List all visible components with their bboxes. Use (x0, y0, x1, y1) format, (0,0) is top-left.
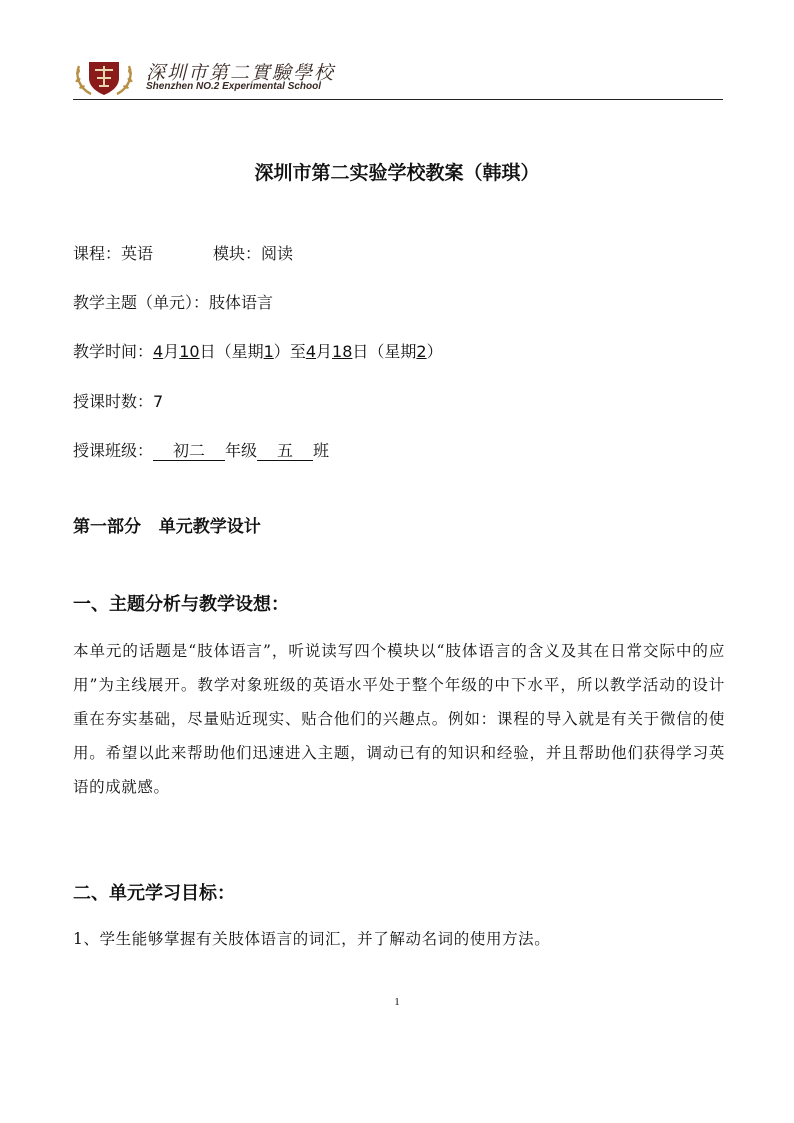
time-line (73, 339, 443, 362)
module-label: 模块： (213, 244, 262, 263)
grade-unit: 年级 (225, 441, 258, 460)
weekday-suffix: ） (273, 342, 290, 361)
course-line (73, 241, 293, 264)
school-logo (73, 56, 135, 98)
weekday-prefix: （星期 (215, 342, 264, 361)
end-weekday: 2 (416, 342, 427, 361)
page-number: 1 (394, 996, 400, 1008)
hours-line (73, 389, 163, 412)
objective-item-1: 1、学生能够掌握有关肢体语言的词汇，并了解动名词的使用方法。 (73, 930, 551, 948)
school-name-en: Shenzhen NO.2 Experimental School (146, 81, 322, 92)
start-day: 10 (179, 342, 200, 361)
day-unit: 日 (352, 342, 369, 361)
day-unit: 日 (199, 342, 216, 361)
theme-value: 肢体语言 (209, 293, 274, 312)
month-unit: 月 (316, 342, 333, 361)
month-unit: 月 (163, 342, 180, 361)
school-name-cn: 深圳市第二實驗學校 (146, 62, 336, 84)
section1-paragraph: 本单元的话题是“肢体语言”，听说读写四个模块以“肢体语言的含义及其在日常交际中的应用”为主线展开。教学对象班级的英语水平处于整个年级的中下水平，所以教学活动的设计重在夯实基础，尽量贴近现实、贴合他们的兴趣点。例如：课程的导入就是有关于微信的使用。希望以此来帮助他们迅速进入主题，调动已有的知识和经验，并且帮助他们获得学习英语的成就感。 (73, 642, 725, 796)
part-heading (73, 512, 261, 537)
course-value: 英语 (121, 244, 154, 263)
grade-value: 初二 (153, 442, 225, 461)
hours-value: 7 (153, 392, 164, 411)
section1-heading: 一、主题分析与教学设想： (73, 594, 289, 615)
school-emblem-icon (73, 56, 135, 98)
document-title: 深圳市第二实验学校教案（韩琪） (254, 162, 540, 184)
end-month: 4 (305, 342, 317, 361)
time-label: 教学时间： (73, 342, 154, 361)
class-label: 授课班级： (73, 441, 154, 460)
part-heading-text: 第一部分 单元教学设计 (73, 517, 261, 537)
weekday-suffix: ） (426, 342, 443, 361)
theme-line (73, 290, 273, 313)
weekday-prefix: （星期 (368, 342, 417, 361)
course-label: 课程： (73, 244, 122, 263)
theme-label: 教学主题（单元）： (73, 293, 210, 312)
hours-label: 授课时数： (73, 392, 154, 411)
start-weekday: 1 (263, 342, 274, 361)
class-line (73, 438, 329, 461)
header-divider (73, 99, 723, 100)
end-day: 18 (332, 342, 353, 361)
class-number: 五 (257, 442, 313, 461)
start-month: 4 (153, 342, 164, 361)
class-unit: 班 (313, 441, 330, 460)
module-value: 阅读 (261, 244, 294, 263)
time-to: 至 (289, 342, 306, 361)
section2-heading: 二、单元学习目标： (73, 883, 235, 904)
